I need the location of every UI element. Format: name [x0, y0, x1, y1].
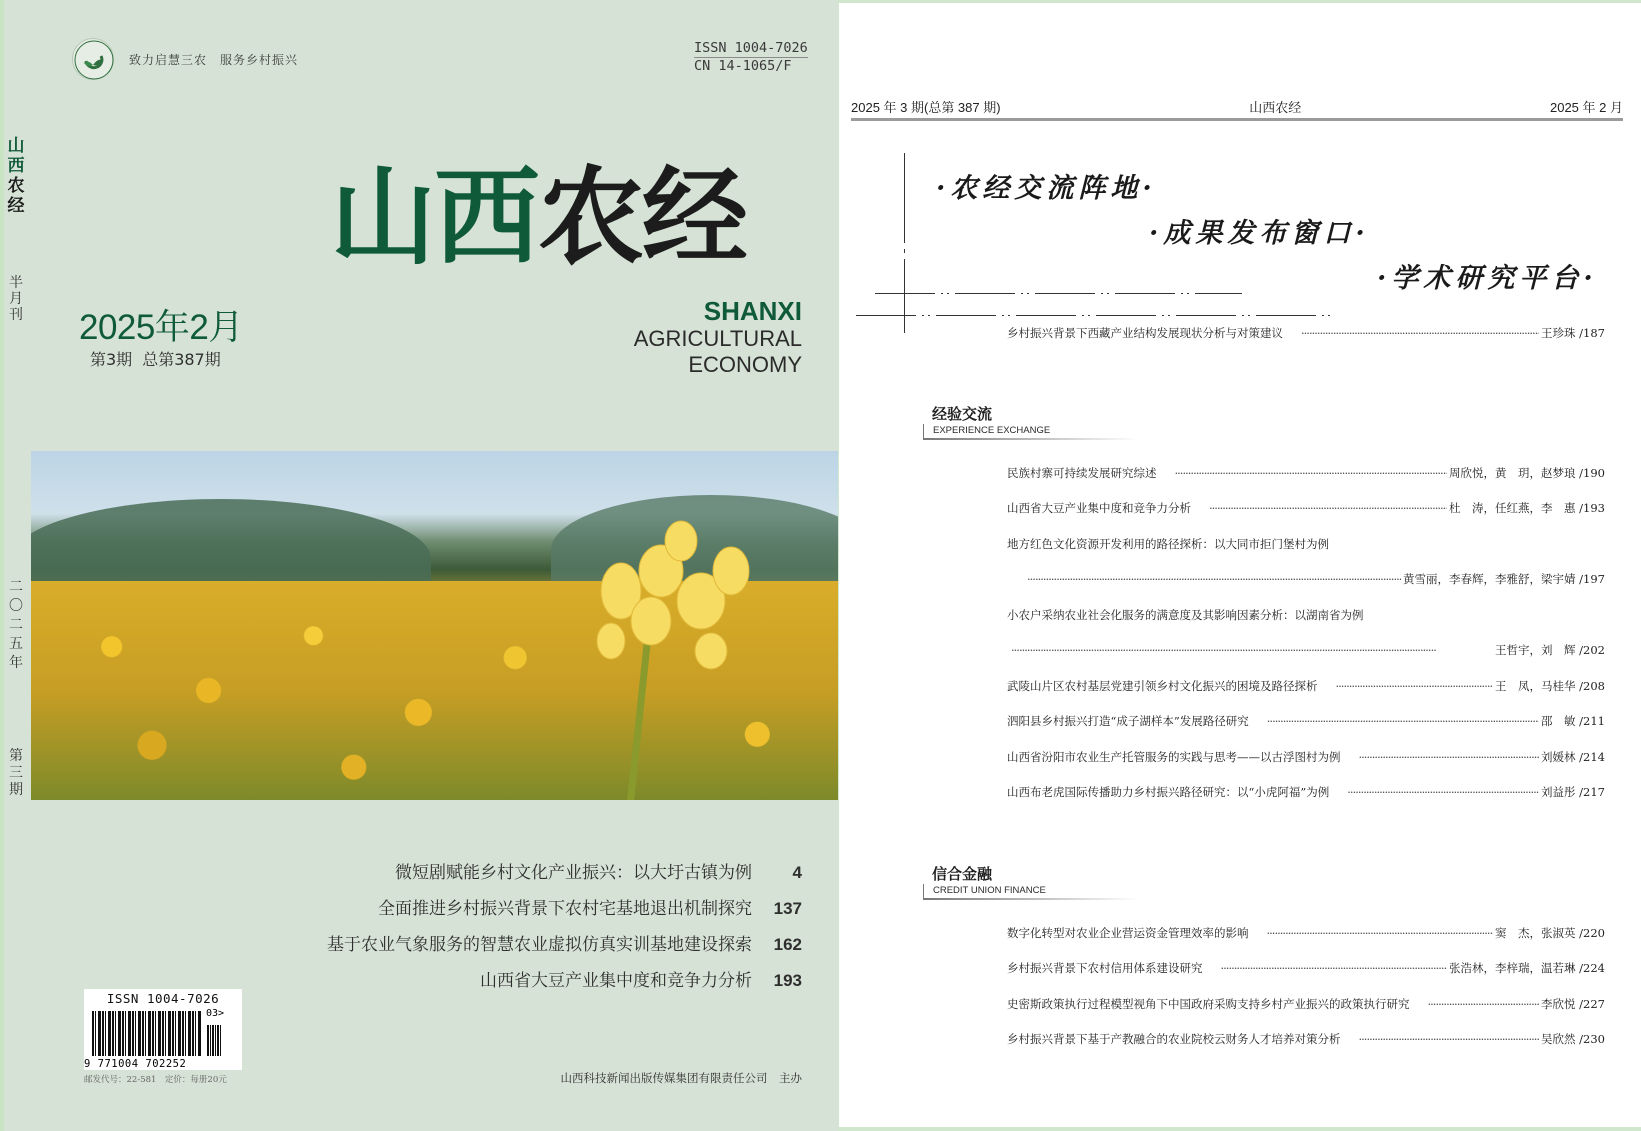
toc-entry[interactable]: 地方红色文化资源开发利用的路径探析：以大同市拒门堡村为例	[1007, 537, 1329, 551]
toc-entry[interactable]: 乡村振兴背景下农村信用体系建设研究 ····· 张浩林，李梓瑞，温若琳 /224	[1007, 960, 1605, 978]
motto-line: ·农经交流阵地·	[936, 173, 1157, 204]
issn-number: ISSN 1004-7026	[694, 40, 808, 56]
spine-frequency: 半月刊	[9, 275, 23, 323]
spine-issue: 第三期	[9, 748, 23, 798]
contents-page	[839, 3, 1641, 1127]
english-title: SHANXI AGRICULTURAL ECONOMY	[633, 296, 802, 377]
barcode: ISSN 1004-7026 03> 9 771004 702252	[84, 989, 242, 1070]
decorative-line	[875, 293, 1242, 294]
decorative-line	[904, 153, 905, 333]
cover-featured-articles	[327, 858, 802, 1002]
section-heading-credit-union-finance: 信合金融 CREDIT UNION FINANCE	[923, 865, 1138, 900]
cover-slogan: 致力启慧三农 服务乡村振兴	[129, 53, 299, 67]
toc-entry[interactable]: 乡村振兴背景下西藏产业结构发展现状分析与对策建议 ····· 王珍珠 /187	[1007, 325, 1605, 343]
issue-number: 第3期 总第387期	[90, 350, 221, 369]
masthead-title: 山西农经	[330, 156, 746, 279]
spine-title: 山西农经	[7, 136, 25, 216]
toc-entry-continuation[interactable]: ····· 王哲宇，刘 辉 /202	[1007, 642, 1605, 660]
issue-date: 2025年2月	[79, 308, 243, 347]
toc-entry[interactable]: 山西省大豆产业集中度和竞争力分析 ····· 杜 涛，任红燕，李 惠 /193	[1007, 500, 1605, 518]
motto-line: ·成果发布窗口·	[1149, 218, 1370, 249]
barcode-bars-icon	[92, 1011, 202, 1056]
postal-code-price: 邮发代号：22-581 定价：每册20元	[84, 1075, 227, 1085]
cover-photo	[31, 451, 838, 800]
rapeseed-flower-icon	[551, 511, 771, 691]
toc-entry[interactable]: 山西布老虎国际传播助力乡村振兴路径研究：以“小虎阿福”为例 ····· 刘益彤 /217	[1007, 784, 1605, 802]
featured-article[interactable]: 全面推进乡村振兴背景下农村宅基地退出机制探究 137	[378, 899, 802, 919]
decorative-line	[856, 315, 1331, 316]
issn-block	[694, 40, 808, 75]
toc-entry[interactable]: 数字化转型对农业企业营运资金管理效率的影响 ····· 窦 杰，张淑英 /220	[1007, 925, 1605, 943]
toc-entry[interactable]: 史密斯政策执行过程模型视角下中国政府采购支持乡村产业振兴的政策执行研究 ····· 李欣悦 /227	[1007, 996, 1605, 1014]
running-head: 2025 年 3 期(总第 387 期) 山西农经 2025 年 2 月	[851, 99, 1623, 121]
motto-line: ·学术研究平台·	[1377, 263, 1598, 294]
toc-entry[interactable]: 乡村振兴背景下基于产教融合的农业院校云财务人才培养对策分析 ····· 吴欣然 /230	[1007, 1031, 1605, 1049]
featured-article[interactable]: 基于农业气象服务的智慧农业虚拟仿真实训基地建设探索 162	[327, 935, 802, 955]
cn-number: CN 14-1065/F	[694, 58, 792, 74]
toc-entry[interactable]: 民族村寨可持续发展研究综述 ····· 周欣悦，黄 玥，赵梦琅 /190	[1007, 465, 1605, 483]
toc-entry[interactable]: 小农户采纳农业社会化服务的满意度及其影响因素分析：以湖南省为例	[1007, 608, 1364, 622]
toc-entry[interactable]: 山西省汾阳市农业生产托管服务的实践与思考——以古浮图村为例 ····· 刘媛林 /214	[1007, 749, 1605, 767]
publisher: 山西科技新闻出版传媒集团有限责任公司 主办	[560, 1071, 802, 1085]
toc-entry[interactable]: 武陵山片区农村基层党建引领乡村文化振兴的困境及路径探析 ····· 王 凤，马桂华 /208	[1007, 678, 1605, 696]
spine-year: 二〇二五年	[9, 579, 23, 671]
featured-article[interactable]: 山西省大豆产业集中度和竞争力分析 193	[480, 971, 802, 991]
section-heading-experience-exchange: 经验交流 EXPERIENCE EXCHANGE	[923, 405, 1138, 440]
toc-entry[interactable]: 泗阳县乡村振兴打造“成子湖样本”发展路径研究 ····· 邵 敏 /211	[1007, 713, 1605, 731]
toc-entry-continuation[interactable]: ····· 黄雪丽，李春辉，李雅舒，梁宇婧 /197	[1007, 571, 1605, 589]
spine-edge	[0, 0, 4, 1131]
featured-article[interactable]: 微短剧赋能乡村文化产业振兴：以大圩古镇为例 4	[395, 863, 802, 883]
journal-logo-icon	[72, 38, 114, 80]
